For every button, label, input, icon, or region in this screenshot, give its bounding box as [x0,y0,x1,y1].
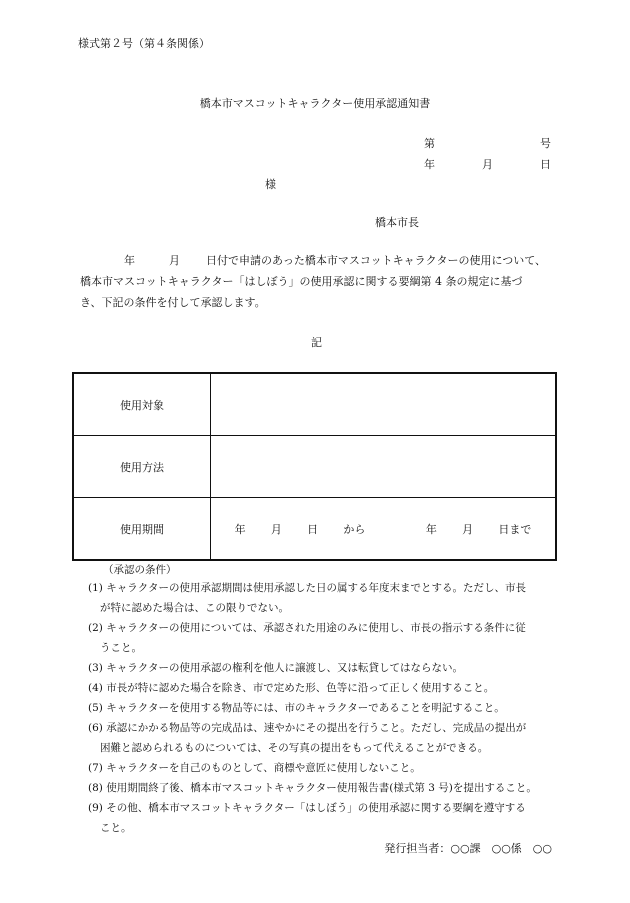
body-line-3: き、下記の条件を付して承認します。 [80,296,266,309]
conditions-heading: （承認の条件） [103,564,177,576]
period-month-2: 月 [462,522,474,536]
issuer-name: 橋本市長 [375,216,419,229]
row-value-method [211,436,557,498]
list-item: (1) キャラクターの使用承認期間は使用承認した日の属する年度末までとする。ただし、市長 が特に認めた場合は、この限りでない。 [88,582,527,614]
list-item: (7) キャラクターを自己のものとして、商標や意匠に使用しないこと。 [88,762,421,774]
table-row [73,436,556,498]
body-line-2: 橋本市マスコットキャラクター「はしぼう」の使用承認に関する要綱第 4 条の規定に基づ [80,275,523,288]
row-label-period: 使用期間 [73,498,211,561]
issuer-contact: 発行担当者：○○課 ○○係 ○○ [384,842,552,855]
form-number: 様式第２号（第４条関係） [78,37,210,50]
conditions-list [88,578,558,838]
list-item: (2) キャラクターの使用については、承認された用途のみに使用し、市長の指示する条件に従 うこと。 [88,622,526,654]
table-row [73,373,556,436]
body-line-1: 年 月 日付で申請のあった橋本市マスコットキャラクターの使用について、 [124,254,547,267]
list-item: (9) その他、橋本市マスコットキャラクター「はしぼう」の使用承認に関する要綱を遵守する こと。 [88,802,526,834]
period-from: から [343,522,366,536]
list-item: (6) 承認にかかる物品等の完成品は、速やかにその提出を行うこと。ただし、完成品の提出が 困難と認められるものについては、その写真の提出をもって代えることができる。 [88,722,527,754]
period-year-2: 年 [425,522,437,536]
list-item: (8) 使用期間終了後、橋本市マスコットキャラクター使用報告書(様式第 3 号)を提出すること。 [88,782,537,794]
period-day-2: 日まで [498,522,532,536]
date-year: 年 [424,158,435,171]
row-value-period [211,498,557,561]
row-label-method: 使用方法 [73,436,211,498]
ki-heading: 記 [311,336,322,349]
ref-number-suffix: 号 [540,137,551,150]
body-paragraph [80,250,560,313]
row-label-target: 使用対象 [73,373,211,436]
approval-table [72,372,557,561]
date-month: 月 [482,158,493,171]
ref-number-label: 第 [424,137,435,150]
addressee-suffix: 様 [265,178,276,191]
period-year-1: 年 [234,522,246,536]
list-item: (4) 市長が特に認めた場合を除き、市で定めた形、色等に沿って正しく使用すること。 [88,682,495,694]
document-title: 橋本市マスコットキャラクター使用承認通知書 [199,97,431,110]
row-value-target [211,373,557,436]
table-row [73,498,556,561]
period-day-1: 日 [307,522,319,536]
date-day: 日 [540,158,551,171]
period-month-1: 月 [270,522,282,536]
list-item: (5) キャラクターを使用する物品等には、市のキャラクターであることを明記すること。 [88,702,505,714]
list-item: (3) キャラクターの使用承認の権利を他人に譲渡し、又は転貸してはならない。 [88,662,464,674]
